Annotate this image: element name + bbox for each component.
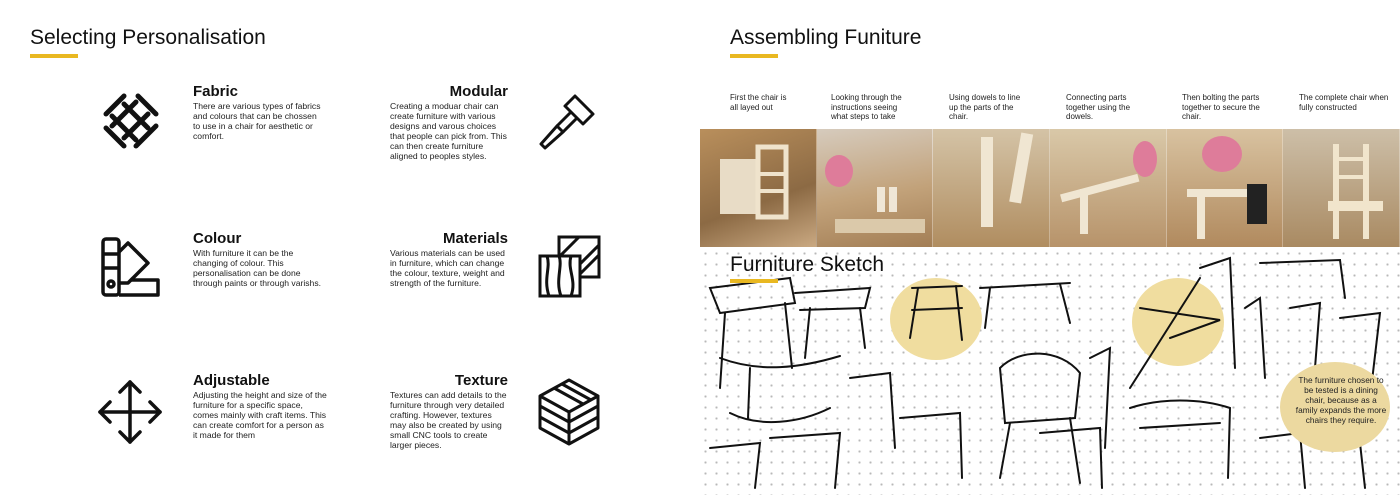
item-fabric-desc: There are various types of fabrics and colours that can be chossen to use in a chair for aesthetic or comfort. <box>193 101 321 141</box>
step-caption-4: Connecting parts together using the dowels. <box>1066 93 1131 121</box>
assembly-photo-1 <box>700 129 817 247</box>
item-colour <box>193 231 323 288</box>
assembly-photo-6 <box>1283 129 1400 247</box>
item-adjustable-title: Adjustable <box>193 372 270 389</box>
note-text: The furniture chosen to be tested is a dining chair, because as a family expands the more chairs they require. <box>1295 375 1387 425</box>
sketch-area <box>700 248 1400 495</box>
sketch-title: Furniture Sketch <box>730 253 885 276</box>
chair-legs-illustration <box>933 129 1050 247</box>
assembly-photo-3 <box>933 129 1050 247</box>
assembly-photo-2 <box>817 129 934 247</box>
complete-chair-illustration <box>1283 129 1400 247</box>
item-materials-title: Materials <box>442 230 508 247</box>
item-fabric <box>193 84 323 141</box>
material-samples-icon <box>537 234 603 300</box>
assembly-photo-5 <box>1167 129 1284 247</box>
right-page <box>700 0 1400 495</box>
sketch-title-underline <box>730 279 778 283</box>
assembly-steps <box>700 93 1400 127</box>
colour-swatch-icon <box>100 236 162 298</box>
screwdriver-icon <box>535 88 601 154</box>
step-caption-6: The complete chair when fully constructed <box>1299 93 1389 112</box>
item-materials-desc: Various materials can be used in furniture, which can change the colour, texture, weight and strength of the furniture. <box>390 248 505 288</box>
chair-parts-illustration <box>700 129 817 247</box>
right-page-title: Assembling Funiture <box>730 26 922 49</box>
step-caption-1: First the chair is all layed out <box>730 93 787 112</box>
step-caption-3: Using dowels to line up the parts of the chair. <box>949 93 1021 121</box>
item-texture-title: Texture <box>454 372 508 389</box>
chair-frame-illustration <box>1050 129 1167 247</box>
assembly-photo-4 <box>1050 129 1167 247</box>
person-bolting-illustration <box>1167 129 1284 247</box>
item-adjustable-desc: Adjusting the height and size of the furniture for a specific space, comes mainly with craft items. This can create comfort for a person as it made for them <box>193 390 327 440</box>
step-caption-2: Looking through the instructions seeing what steps to take <box>831 93 902 121</box>
person-reading-illustration <box>817 129 934 247</box>
wood-block-icon <box>536 376 602 448</box>
step-caption-5: Then bolting the parts together to secure the chair. <box>1182 93 1260 121</box>
item-materials <box>390 231 508 288</box>
item-modular-title: Modular <box>449 83 508 100</box>
item-modular <box>390 84 508 161</box>
item-adjustable <box>193 373 328 440</box>
chair-sketches <box>700 248 1400 495</box>
item-texture-desc: Textures can add details to the furniture through very detailed crafting. However, textures may also be created by using small CNC tools to create larger pieces. <box>390 390 507 450</box>
title-underline <box>730 54 778 58</box>
left-page-title: Selecting Personalisation <box>30 26 266 49</box>
item-modular-desc: Creating a moduar chair can create furniture with various designs and varous choices that people can pick from. This can then create furniture aligned to peoples styles. <box>390 101 507 161</box>
title-underline <box>30 54 78 58</box>
fabric-weave-icon <box>96 86 166 156</box>
four-way-arrows-icon <box>94 376 166 448</box>
item-texture <box>390 373 508 450</box>
assembly-photo-strip <box>700 129 1400 247</box>
item-colour-title: Colour <box>193 230 242 247</box>
item-fabric-title: Fabric <box>193 83 239 100</box>
item-colour-desc: With furniture it can be the changing of colour. This personalisation can be done through paints or through varishs. <box>193 248 322 288</box>
